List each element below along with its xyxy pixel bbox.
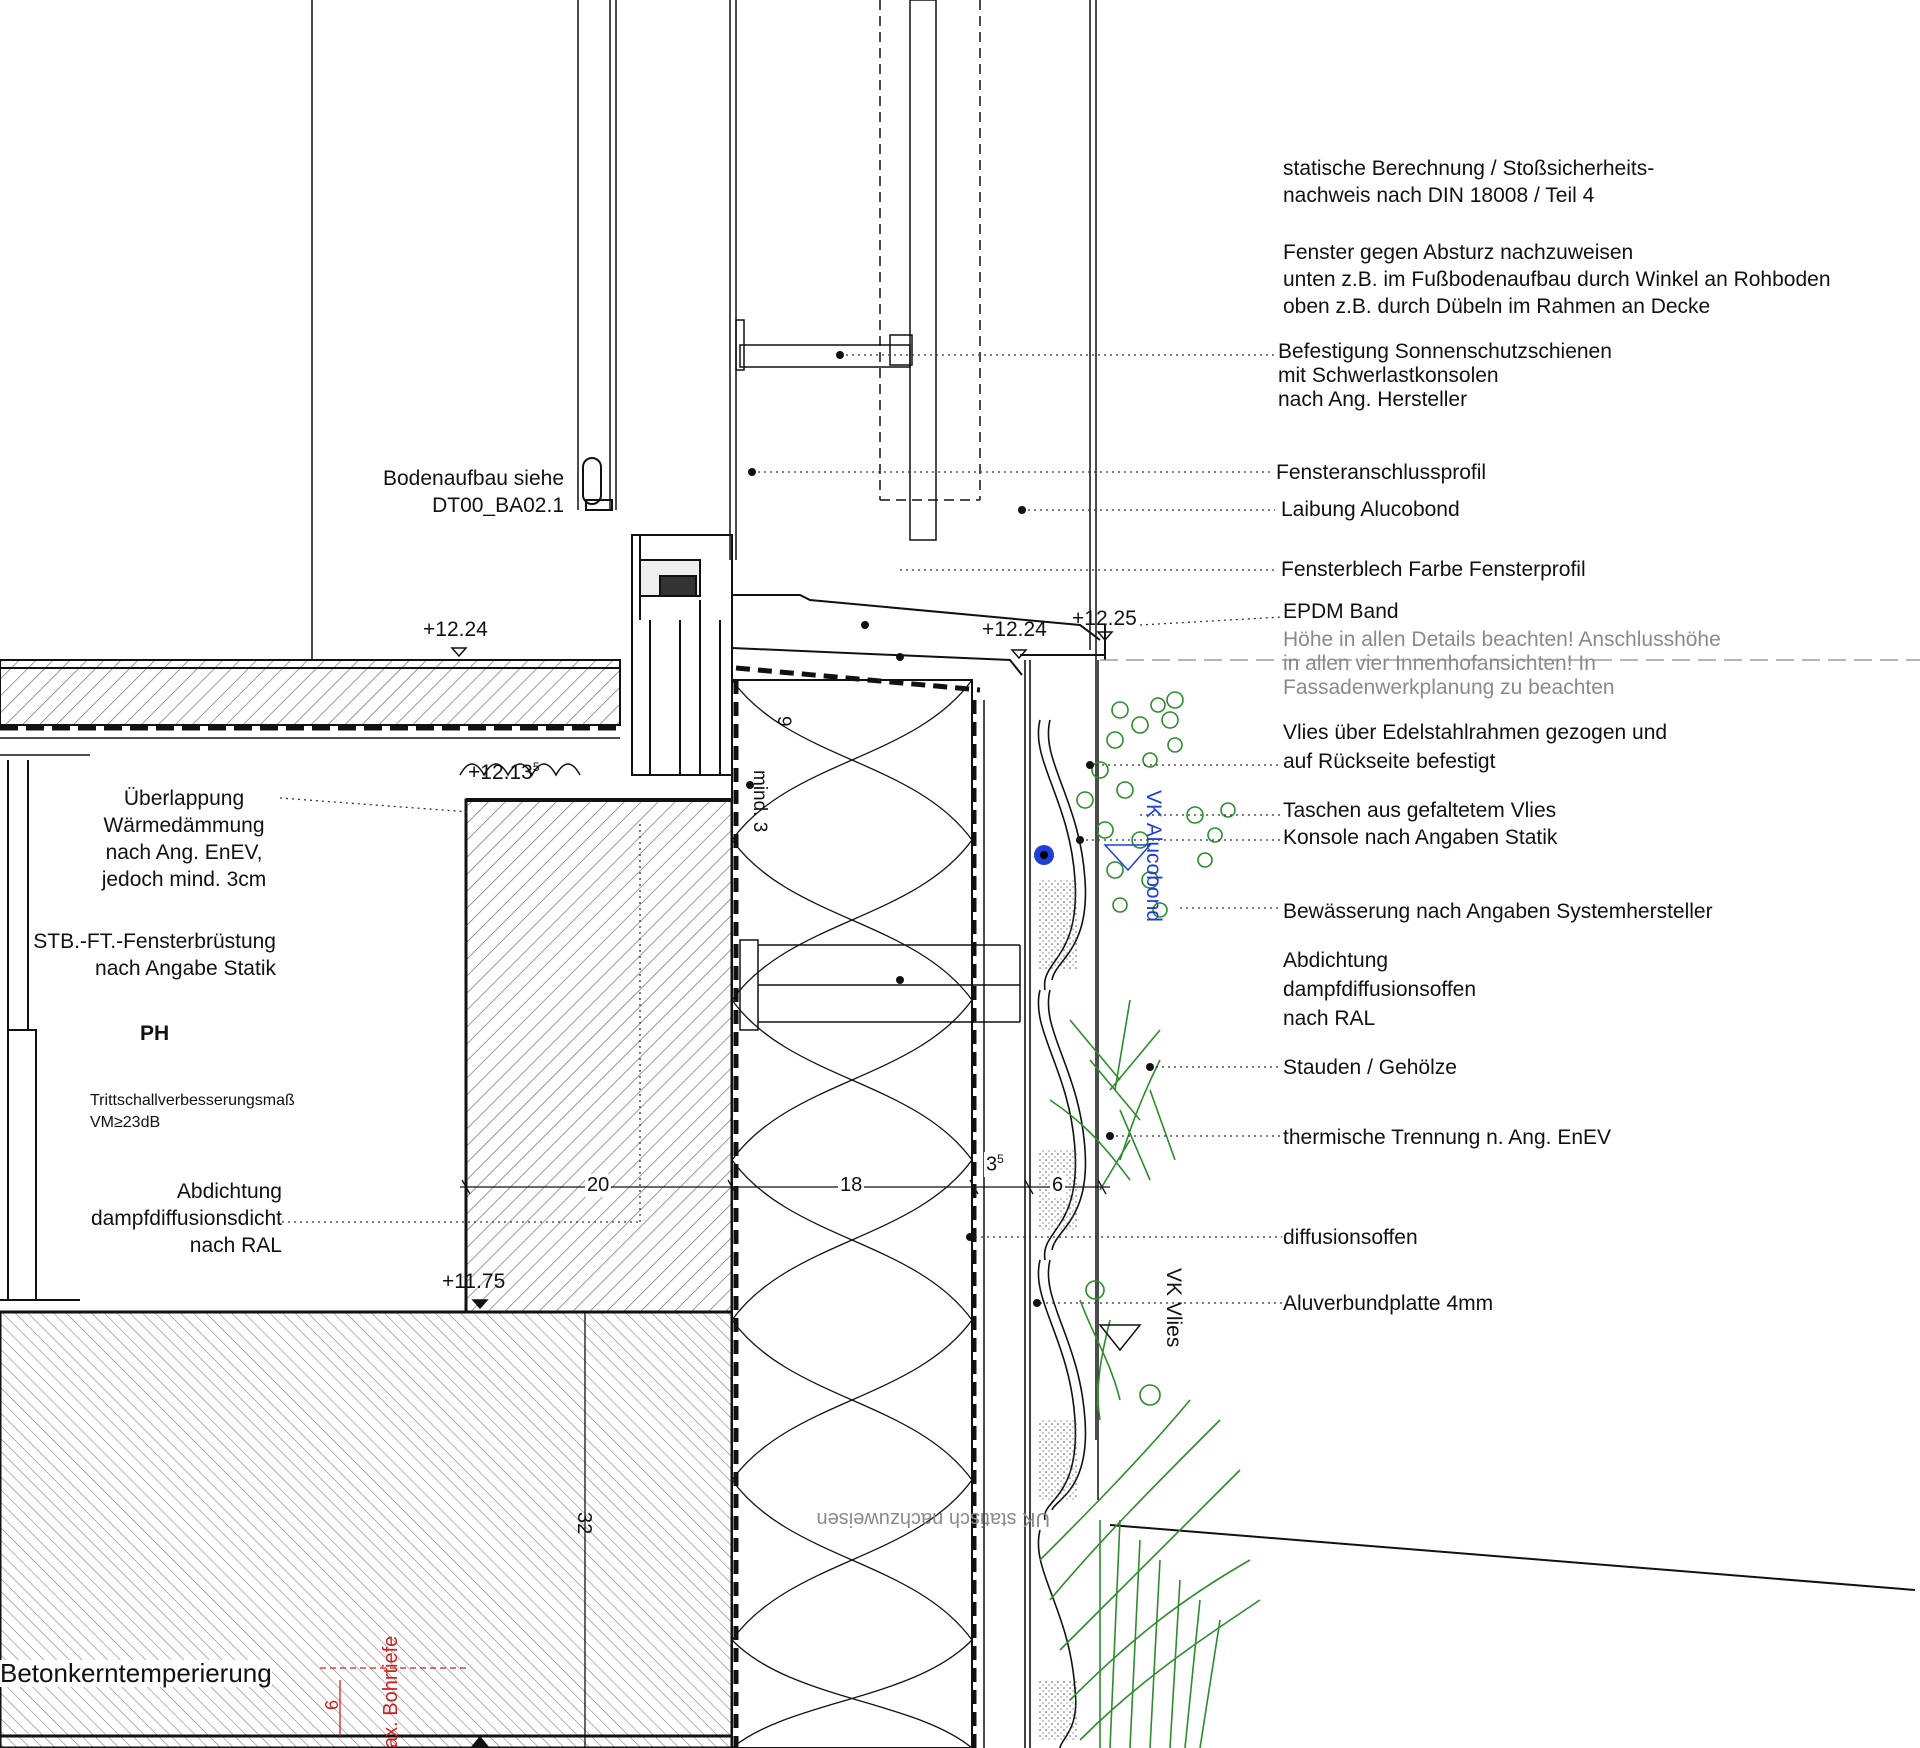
- thermal-callout: thermische Trennung n. Ang. EnEV: [1283, 1126, 1612, 1149]
- overlap-line-1: Überlappung: [123, 787, 245, 810]
- level-label-3: +12.25: [1072, 607, 1137, 630]
- plants-callout: Stauden / Gehölze: [1283, 1056, 1457, 1079]
- fleece-line-1: Vlies über Edelstahlrahmen gezogen und: [1283, 721, 1668, 744]
- dim-18: 18: [840, 1174, 863, 1196]
- sun-rails-callout: [1278, 340, 1612, 412]
- fleece-line-2: auf Rückseite befestigt: [1283, 750, 1496, 773]
- dim-3-5-sup: 5: [997, 1152, 1004, 1166]
- level-label-4: [468, 760, 540, 785]
- height-note-line-2: in allen vier Innenhofansichten! In: [1283, 652, 1596, 675]
- floor-build-line-1: Bodenaufbau siehe: [383, 467, 564, 490]
- support-post: [0, 760, 80, 1300]
- uk-static-label: UK statisch nachzuweisen: [816, 1508, 1050, 1530]
- sill-callout: Fensterblech Farbe Fensterprofil: [1281, 558, 1586, 581]
- panel-callout: Aluverbundplatte 4mm: [1283, 1292, 1494, 1315]
- irrigation-callout: Bewässerung nach Angaben Systemhersteller: [1283, 900, 1713, 923]
- concrete-parapet: [466, 800, 732, 1312]
- sealing-tight-line-1: Abdichtung: [176, 1180, 282, 1203]
- sun-rails-line-1: Befestigung Sonnenschutzschienen: [1278, 340, 1612, 363]
- level-label-2: +12.24: [982, 618, 1047, 641]
- dim-mind: mind. 3: [749, 770, 770, 833]
- fleece-callout: [1283, 718, 1667, 776]
- drill-depth-value: 6: [322, 1699, 342, 1710]
- height-note: [1283, 628, 1721, 700]
- sun-rails-line-3: nach Ang. Hersteller: [1278, 388, 1468, 411]
- overlap-line-2: Wärmedämmung: [103, 814, 265, 837]
- sealing-open-line-1: Abdichtung: [1283, 949, 1389, 972]
- static-calc-line-2: nachweis nach DIN 18008 / Teil 4: [1283, 184, 1595, 207]
- static-calc-note: [1283, 155, 1654, 209]
- dim-nine: 9: [773, 716, 794, 727]
- dim-6: 6: [1052, 1174, 1064, 1196]
- height-note-line-3: Fassadenwerkplanung zu beachten: [1283, 676, 1615, 699]
- sun-rail: [736, 0, 980, 540]
- sealing-tight-callout: [91, 1178, 282, 1259]
- sealing-tight-line-2: dampfdiffusionsdicht: [90, 1207, 282, 1230]
- overlap-line-4: jedoch mind. 3cm: [101, 868, 267, 891]
- ground-line: [1110, 1525, 1915, 1590]
- dim-3-5-value: 3: [986, 1153, 998, 1176]
- impact-sound-line-2: VM≥23dB: [90, 1114, 161, 1131]
- overlap-line-3: nach Ang. EnEV,: [105, 841, 263, 864]
- height-note-line-1: Höhe in allen Details beachten! Anschlusshöhe: [1283, 628, 1721, 651]
- epdm-callout: EPDM Band: [1283, 600, 1399, 623]
- drill-depth-label: ax. Bohrtiefe: [380, 1635, 402, 1748]
- level-label-4-value: +12.13: [468, 761, 533, 784]
- level-label-1: +12.24: [423, 618, 488, 641]
- floor-build-callout: [383, 465, 564, 519]
- sun-rails-line-2: mit Schwerlastkonsolen: [1278, 364, 1499, 387]
- window-handle: [583, 458, 612, 510]
- facade-insulation: [732, 680, 972, 1748]
- dim-20: 20: [587, 1174, 610, 1196]
- window-sill: [732, 595, 1105, 675]
- fall-protection-line-3: oben z.B. durch Dübeln im Rahmen an Decke: [1283, 295, 1711, 318]
- window-profile-callout: Fensteranschlussprofil: [1276, 461, 1487, 484]
- dim-3-5: [984, 1152, 1006, 1177]
- fall-protection-note: [1283, 239, 1831, 320]
- window-frame: [632, 535, 732, 775]
- floor-build-line-2: DT00_BA02.1: [432, 494, 564, 517]
- sealing-open-line-3: nach RAL: [1283, 1007, 1376, 1030]
- overlap-callout: [78, 785, 290, 893]
- level-label-4-sup: 5: [532, 760, 540, 774]
- pockets-callout: [1283, 797, 1557, 851]
- pockets-line-2: Konsole nach Angaben Statik: [1283, 826, 1558, 849]
- sealing-open-callout: [1283, 946, 1476, 1033]
- impact-sound-note: [90, 1090, 295, 1134]
- floor-screed: [0, 660, 620, 725]
- parapet-line-1: STB.-FT.-Fensterbrüstung: [33, 930, 276, 953]
- pockets-line-1: Taschen aus gefaltetem Vlies: [1283, 799, 1557, 822]
- static-calc-line-1: statische Berechnung / Stoßsicherheits-: [1283, 157, 1655, 180]
- core-temp-label: Betonkerntemperierung: [0, 1658, 272, 1688]
- parapet-line-2: nach Angabe Statik: [95, 957, 276, 980]
- fall-protection-line-1: Fenster gegen Absturz nachzuweisen: [1283, 241, 1634, 264]
- fall-protection-line-2: unten z.B. im Fußbodenaufbau durch Winkel an Rohboden: [1283, 268, 1831, 291]
- level-label-5: +11.75: [442, 1270, 506, 1293]
- dim-32: 32: [573, 1512, 595, 1535]
- vk-vlies-label: VK Vlies: [1162, 1268, 1185, 1348]
- reveal-callout: Laibung Alucobond: [1281, 498, 1460, 521]
- vk-alucobond-label: VK Alucobond: [1142, 790, 1165, 922]
- sealing-tight-line-3: nach RAL: [189, 1234, 282, 1257]
- ph-label: PH: [140, 1022, 170, 1045]
- sealing-open-line-2: dampfdiffusionsoffen: [1283, 978, 1477, 1001]
- diffusion-callout: diffusionsoffen: [1283, 1226, 1418, 1249]
- parapet-callout: [33, 928, 276, 982]
- impact-sound-line-1: Trittschallverbesserungsmaß: [90, 1092, 295, 1109]
